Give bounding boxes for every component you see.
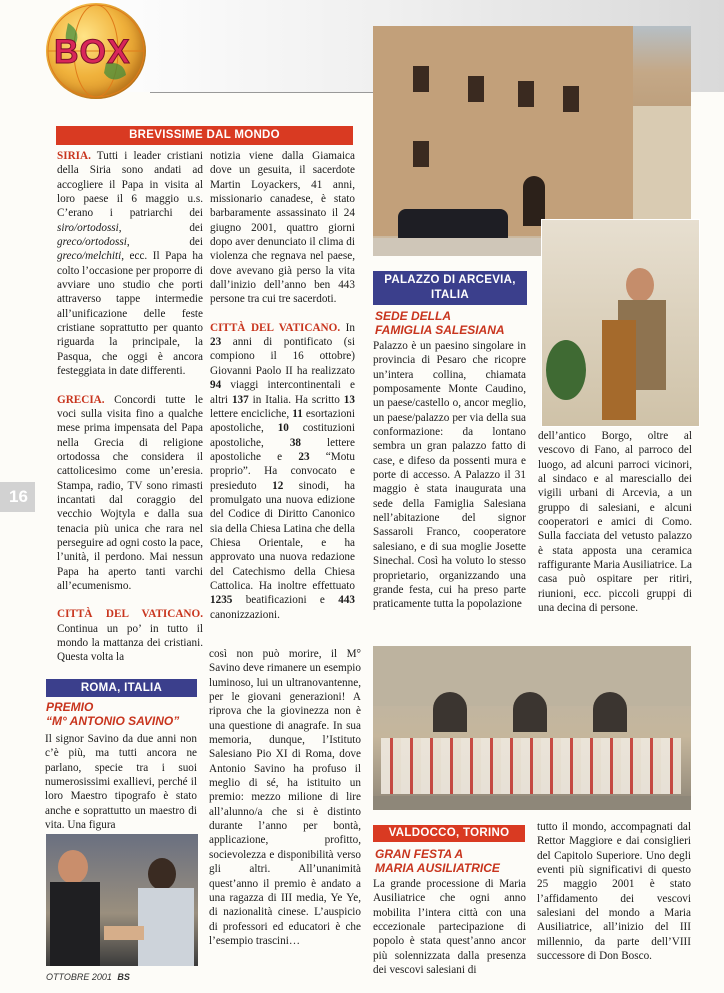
stat-number: 23 [210, 336, 222, 349]
roma-subtitle [46, 700, 206, 728]
arcevia-title [373, 271, 527, 305]
stat-text: In [340, 321, 355, 334]
arcevia-col1: Palazzo è un paesino singolare in provincia di Pesaro che ricopre un’intera collina, chiamata pomposamente Monte Caudino, un paese/castello o, ancor meglio, un paese/palazzo per via della sua conformazione: da lontano sembra un gran palazzo fatto di case, e difeso da possenti mura e porte di accesso. A Palazzo il 31 maggio è stata inaugurata una sede della Famiglia Salesiana nell’abitazione del signor Sassaroli Franco, cooperatore salesiano, e di sua moglie Josette Sinechal. Così ha voluto lo stesso proprietario, organizzando una grande festa, cui ha preso parte praticamente tutta la popolazione [373, 340, 526, 611]
siria-text-2: , dei [118, 221, 203, 234]
stat-text: in Italia. Ha scritto [248, 393, 344, 406]
stat-number: 12 [272, 479, 284, 492]
roma-subtitle-line1: PREMIO [46, 700, 94, 714]
stat-number: 1235 [210, 594, 233, 607]
valdocco-col2: tutto il mondo, accompagnati dal Rettor Maggiore e dai consiglieri del Capitolo Superiore. Uno degli eventi più significativi di questo 25 maggio 2001 è stato l’affidamento dei vescovi salesiani del mondo a Maria Ausiliatrice, all’inizio del III millennio, da parte dell’VIII successore di Don Bosco. [537, 821, 691, 963]
stat-number: 13 [343, 393, 355, 406]
roma-subtitle-line2: “M° ANTONIO SAVINO” [46, 714, 180, 728]
stat-number: 137 [231, 393, 249, 406]
stat-text: “Motu proprio”. Ha convocato e presieduto [210, 450, 355, 492]
stat-number: 443 [338, 594, 355, 607]
stat-text: lettere encicliche, [210, 407, 293, 420]
stat-number: 94 [210, 379, 222, 392]
siria-italic-1: siro/ortodossi [57, 221, 119, 234]
valdocco-subtitle-line1: GRAN FESTA A [375, 847, 464, 861]
stat-text: viaggi intercontinentali e altri [210, 379, 355, 406]
arcevia-subtitle [375, 309, 535, 337]
arcevia-title-line1: PALAZZO DI ARCEVIA, [384, 274, 516, 286]
award-photo [46, 834, 198, 966]
stat-text: canonizzazioni. [210, 608, 280, 621]
arcevia-title-line2: ITALIA [431, 289, 469, 301]
footer-magazine: BS [117, 972, 130, 982]
brevissime-title: BREVISSIME DAL MONDO [56, 126, 353, 145]
siria-italic-2: greco/ortodossi [57, 236, 127, 249]
jamaica-text: notizia viene dalla Giamaica dove un gesuita, il sacerdote Martin Loyackers, 41 anni, missionario canadese, è stato barbaramente assassinato il 24 giugno 2001, quattro giorni dopo aver denunciato il clima di violenza che regnava nel paese, dove avevano già perso la vita dall’inizio dell’anno ben 443 persone tra cui tre sacerdoti. [210, 150, 355, 306]
footer [46, 972, 130, 982]
arcevia-col2: dell’antico Borgo, oltre al vescovo di Fano, al parroco del luogo, ad alcuni parroci vicinori, al sindaco e al maresciallo dei vigili urbani di Arcevia, a un gruppo di salesiani, e alcuni cooperatori e amici di Como. Sulla facciata del vetusto palazzo è stata apposta una ceramica raffigurante Maria Ausiliatrice. La casa può ospitare per ritiri, riunioni, ecc. piccoli gruppi di una decina di persone. [538, 430, 692, 615]
arcevia-subtitle-line2: FAMIGLIA SALESIANA [375, 323, 505, 337]
valdocco-subtitle [375, 847, 535, 875]
vaticano2-head: CITTÀ DEL VATICANO. [210, 321, 341, 334]
siria-text: Tutti i leader cristiani della Siria sono andati ad accogliere il Papa in visita al loro paese il 6 maggio u.s. C’erano i patriarchi dei [57, 150, 203, 220]
footer-issue: OTTOBRE 2001 [46, 972, 112, 982]
valdocco-subtitle-line2: MARIA AUSILIATRICE [375, 861, 500, 875]
brevissime-col2 [210, 149, 355, 622]
globe-logo [46, 3, 146, 99]
box-label: BOX [54, 33, 131, 71]
stat-text: sinodi, ha promulgato una nuova edizione del Codice di Diritto Canonico sia della Chiesa Latina che della Chiesa Orientale, e ha approvato una nuova redazione del Catechismo della Chiesa Cattolica. Ha inoltre effettuato [210, 479, 355, 592]
header-rule [150, 92, 378, 93]
stat-text: lettere apostoliche e [210, 436, 356, 463]
grecia-text: Concordi tutte le voci sulla visita fino a qualche mese prima impensata del Papa nella Grecia di religione ortodossa che considera il cattolicesimo come un’eresia. Stampa, radio, TV sono rimasti incantati dal coraggio del vecchio Wojtyla e dalla sua tenacia più unica che rara nel perseguire ad ogni costo la pace, l’unità, il perdono. Mai nessun Papa ha aperto tanti varchi all’ecumenismo. [57, 393, 204, 592]
siria-head: SIRIA. [57, 150, 91, 162]
stat-number: 10 [277, 422, 289, 435]
arcevia-subtitle-line1: SEDE DELLA [375, 309, 452, 323]
speaker-photo [541, 219, 700, 427]
valdocco-photo [373, 646, 691, 810]
vaticano-text: Continua un po’ in tutto il mondo la mattanza dei cristiani. Questa volta la [57, 622, 203, 664]
brevissime-col1 [57, 149, 203, 665]
valdocco-title: VALDOCCO, TORINO [373, 825, 525, 842]
roma-title: ROMA, ITALIA [46, 679, 197, 697]
stat-text: anni di pontificato (si compiono il 16 ottobre) Giovanni Paolo II ha realizzato [210, 336, 355, 377]
stat-number: 11 [292, 407, 303, 420]
siria-text-3: , dei [126, 236, 203, 249]
page-number: 16 [9, 487, 28, 506]
stat-text: costituzioni apostoliche, [210, 422, 356, 449]
roma-col1: Il signor Savino da due anni non c’è più, ma tutti ancora ne parlano, specie tra i suoi numerosissimi exallievi, perché il loro Maestro tipografo è stato anche e soprattutto un maestro di vita. Una figura [45, 733, 197, 832]
grecia-head: GRECIA. [57, 393, 105, 406]
siria-italic-3: greco/melchiti [57, 250, 122, 263]
stat-text: beatificazioni e [232, 594, 339, 607]
siria-text-4: , ecc. Il Papa ha colto l’occasione per proporre di avviare uno studio che porti attraverso tappe intermedie all’unificazione delle feste cristiane soprattutto per quanto riguarda la principale, la Pasqua, che oggi è ancora festeggiata in date differenti. [57, 250, 204, 378]
stat-text: esortazioni apostoliche, [210, 407, 355, 435]
valdocco-col1: La grande processione di Maria Ausiliatrice che ogni anno mobilita l’intera città con una eccezionale partecipazione di popolo è stata quest’anno ancor più solennizzata dalla presenza dei vescovi salesiani di [373, 878, 526, 977]
stat-number: 38 [289, 436, 301, 449]
stat-number: 23 [298, 450, 310, 463]
roma-col2: così non può morire, il M° Savino deve rimanere un esempio luminoso, lui un ultranovantenne, per le giovani generazioni! A riprova che la giovinezza non è una questione di anagrafe. In sua memoria, dunque, l’Istituto Salesiano Pio XI di Roma, dove Antonio Savino ha profuso il meglio di sé, ha istituito un premio: mezzo milione di lire all’alunno/a che si è distinto durante l’anno per bontà, applicazione, profitto, socievolezza e disponibilità verso gli altri. All’unanimità quest’anno il premio è andato a una ragazza di III media, Ye Ye, di nazionalità cinese. L’auspicio di professori ed educatori è che l’esempio trascini… [209, 648, 361, 947]
vaticano-head: CITTÀ DEL VATICANO. [57, 608, 203, 621]
